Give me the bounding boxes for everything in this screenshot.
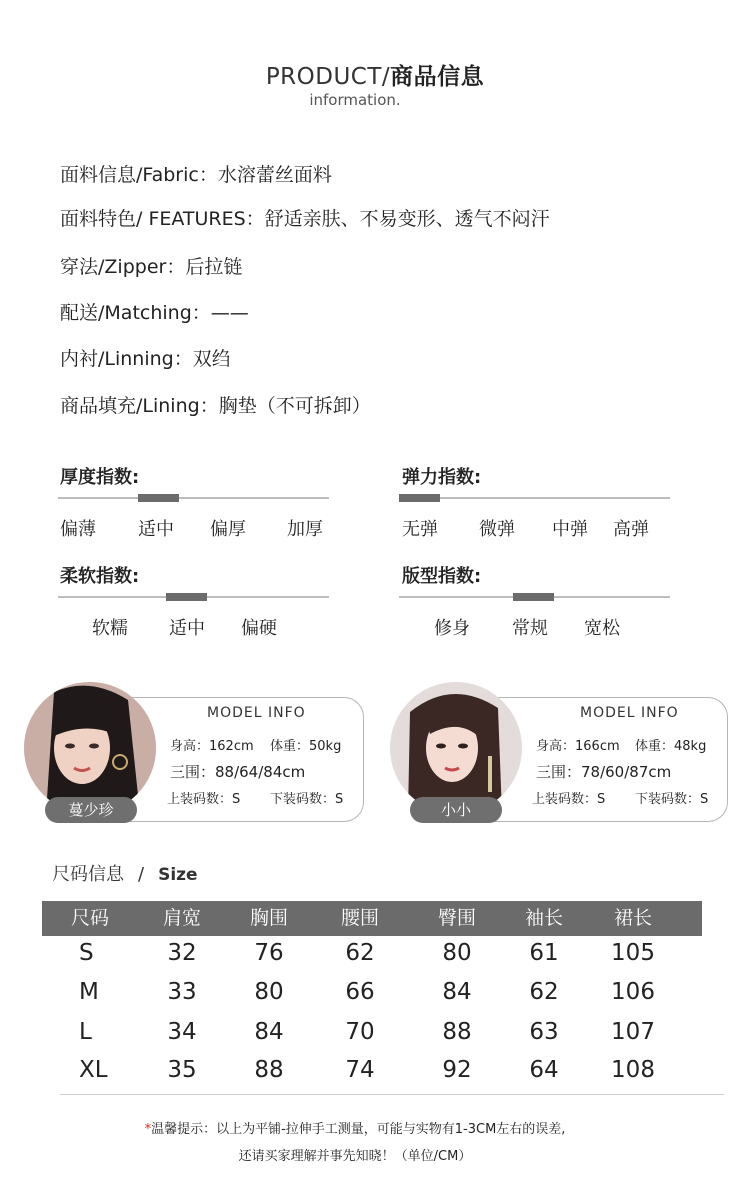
- table-divider: [60, 1094, 724, 1095]
- table-cell: M: [79, 979, 99, 1005]
- softness-index-marker: [166, 593, 207, 601]
- fit-label: 宽松: [584, 618, 620, 639]
- thickness-label: 偏薄: [60, 519, 96, 540]
- info-features: 面料特色/ FEATURES：舒适亲肤、不易变形、透气不闷汗: [60, 208, 550, 230]
- column-header: 尺码: [70, 907, 109, 929]
- table-cell: 88: [254, 1057, 284, 1083]
- size-heading-slash: /: [138, 864, 145, 885]
- table-row: [42, 1019, 702, 1049]
- table-row: [42, 940, 702, 970]
- elasticity-label: 中弹: [552, 519, 588, 540]
- note-line-1: [0, 1118, 710, 1137]
- thickness-index-title: 厚度指数:: [60, 467, 140, 488]
- model-info-heading-1: MODEL INFO: [207, 705, 306, 721]
- table-cell: 76: [254, 940, 284, 966]
- column-header: 袖长: [524, 907, 563, 929]
- page-subtitle: information.: [309, 91, 401, 109]
- table-cell: 70: [345, 1019, 375, 1045]
- model-top-size-2: 上装码数：S: [532, 792, 606, 807]
- table-cell: 84: [442, 979, 472, 1005]
- table-cell: 84: [254, 1019, 284, 1045]
- table-cell: 35: [167, 1057, 197, 1083]
- info-fabric: 面料信息/Fabric：水溶蕾丝面料: [60, 164, 332, 186]
- note-line-2: 还请买家理解并事先知晓！（单位/CM）: [238, 1149, 472, 1164]
- model-avatar-2: [390, 682, 522, 814]
- model-name-badge-1: 蔓少珍: [45, 797, 137, 823]
- title-en: PRODUCT/: [265, 64, 391, 90]
- column-header: 裙长: [613, 907, 652, 929]
- table-cell: 108: [611, 1057, 655, 1083]
- column-header: 腰围: [340, 907, 379, 929]
- elasticity-label: 微弹: [479, 519, 515, 540]
- softness-label: 偏硬: [241, 618, 277, 639]
- table-cell: 88: [442, 1019, 472, 1045]
- elasticity-index-marker: [399, 494, 440, 502]
- model-bottom-size-2: 下装码数：S: [635, 792, 709, 807]
- table-cell: 63: [529, 1019, 559, 1045]
- thickness-index-track: [58, 497, 329, 499]
- model-weight-2: 体重：48kg: [635, 739, 707, 754]
- table-cell: 106: [611, 979, 655, 1005]
- table-cell: 62: [345, 940, 375, 966]
- size-heading-cn: 尺码信息: [52, 864, 124, 885]
- note-star: *: [144, 1122, 152, 1137]
- model-top-size-1: 上装码数：S: [167, 792, 241, 807]
- thickness-label: 加厚: [287, 519, 323, 540]
- info-linning: 内衬/Linning：双绉: [60, 348, 231, 370]
- info-lining: 商品填充/Lining：胸垫（不可拆卸）: [60, 395, 371, 417]
- table-cell: 107: [611, 1019, 655, 1045]
- table-cell: XL: [79, 1057, 108, 1083]
- table-cell: 80: [442, 940, 472, 966]
- fit-index-marker: [513, 593, 554, 601]
- table-row: [42, 979, 702, 1009]
- elasticity-index-title: 弹力指数:: [402, 467, 482, 488]
- model-info-heading-2: MODEL INFO: [580, 705, 679, 721]
- model-height-2: 身高：166cm: [536, 739, 620, 754]
- table-cell: 61: [529, 940, 559, 966]
- table-cell: 66: [345, 979, 375, 1005]
- size-heading: [52, 860, 198, 886]
- fit-label: 修身: [434, 618, 470, 639]
- model-name-badge-2: 小小: [410, 797, 502, 823]
- table-cell: 33: [167, 979, 197, 1005]
- fit-index-title: 版型指数:: [402, 566, 482, 587]
- title-cn: 商品信息: [390, 64, 485, 90]
- table-cell: S: [79, 940, 94, 966]
- table-row: [42, 1057, 702, 1087]
- size-heading-en: Size: [158, 865, 198, 885]
- table-cell: 74: [345, 1057, 375, 1083]
- elasticity-label: 无弹: [402, 519, 438, 540]
- info-matching: 配送/Matching：——: [60, 302, 249, 324]
- page-title: [0, 58, 750, 91]
- column-header: 肩宽: [162, 907, 201, 929]
- column-header: 胸围: [249, 907, 288, 929]
- info-zipper: 穿法/Zipper：后拉链: [60, 256, 243, 278]
- model-height-1: 身高：162cm: [170, 739, 254, 754]
- table-cell: 105: [611, 940, 655, 966]
- table-cell: 92: [442, 1057, 472, 1083]
- fit-label: 常规: [512, 618, 548, 639]
- size-table-header: [42, 901, 702, 936]
- model-bottom-size-1: 下装码数：S: [270, 792, 344, 807]
- model-measures-2: 三围：78/60/87cm: [536, 763, 672, 781]
- column-header: 臀围: [437, 907, 476, 929]
- thickness-label: 适中: [138, 519, 174, 540]
- softness-label: 适中: [169, 618, 205, 639]
- model-measures-1: 三围：88/64/84cm: [170, 763, 306, 781]
- thickness-index-marker: [138, 494, 179, 502]
- table-cell: 64: [529, 1057, 559, 1083]
- softness-index-title: 柔软指数:: [60, 566, 140, 587]
- thickness-label: 偏厚: [210, 519, 246, 540]
- model-weight-1: 体重：50kg: [270, 739, 342, 754]
- table-cell: 80: [254, 979, 284, 1005]
- table-cell: 32: [167, 940, 197, 966]
- note-text-1: 温馨提示：以上为平铺-拉伸手工测量，可能与实物有1-3CM左右的误差,: [151, 1122, 566, 1137]
- table-cell: 62: [529, 979, 559, 1005]
- model-avatar-1: [24, 682, 156, 814]
- softness-label: 软糯: [92, 618, 128, 639]
- elasticity-label: 高弹: [613, 519, 649, 540]
- table-cell: 34: [167, 1019, 197, 1045]
- table-cell: L: [79, 1019, 92, 1045]
